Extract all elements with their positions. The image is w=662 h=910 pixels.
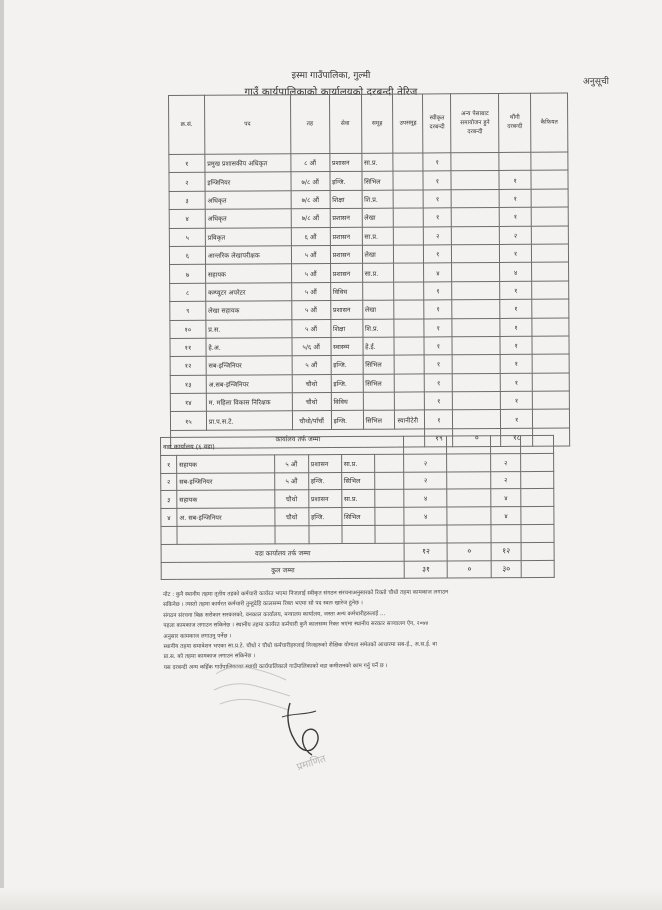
- total-approved: ३१: [405, 561, 448, 579]
- table-cell: ६ औं: [291, 227, 330, 246]
- table-cell: ५ औं: [291, 264, 330, 283]
- table-row: [161, 507, 554, 527]
- table-cell: [452, 226, 500, 245]
- table-cell: इन्जि.: [309, 508, 342, 526]
- column-header: क्र.सं.: [169, 95, 205, 154]
- table-cell: सहायक: [177, 490, 275, 508]
- table-cell: १: [424, 337, 452, 356]
- table-cell: [532, 318, 569, 337]
- table-cell: प्रविकृत: [205, 227, 291, 246]
- table-cell: [531, 189, 568, 208]
- table-cell: ४: [424, 263, 452, 282]
- table-cell: शिक्षा: [330, 319, 362, 338]
- table-cell: सहायक: [177, 455, 275, 473]
- table-cell: १: [500, 355, 532, 374]
- table-cell: प्रमुख प्रशासकीय अधिकृत: [205, 154, 291, 173]
- table-cell: १: [500, 244, 532, 263]
- table-cell: इन्जि.: [331, 374, 363, 393]
- table-cell: [447, 454, 491, 472]
- table-cell: लेखा: [362, 245, 394, 264]
- table-cell: [453, 373, 501, 392]
- table-cell: ५ औं: [291, 245, 330, 264]
- table-cell: प्रशासन: [329, 153, 361, 172]
- table-row: [169, 244, 568, 265]
- table-row: [170, 336, 569, 357]
- column-header: स्वीकृत दरबन्दी: [423, 94, 451, 153]
- table-cell: चौथो: [292, 393, 331, 412]
- column-header: कैफियत: [531, 93, 568, 152]
- table-cell: १: [499, 189, 531, 208]
- table-cell: [177, 526, 275, 544]
- table-cell: [532, 299, 569, 318]
- table-cell: २: [169, 173, 205, 192]
- table-cell: [451, 171, 499, 190]
- table-cell: लेखा: [362, 208, 394, 227]
- total-adjusted: ०: [447, 543, 491, 561]
- table-cell: सब-इन्जिनियर: [206, 356, 292, 375]
- table-cell: सिभिल: [363, 411, 395, 430]
- table-cell: ११: [170, 338, 206, 357]
- table-cell: [374, 490, 404, 508]
- table-cell: [452, 300, 500, 319]
- table-cell: २: [161, 473, 177, 491]
- table-cell: सिभिल: [341, 472, 374, 490]
- note-line: संगठन संरचना बिक्र सरोकार सरकारको, वनकाल कार्यालय, मन्त्रालय कार्यालय, जस्ता अन्य कर्मचारीहरुलाई ...: [163, 610, 386, 619]
- table-cell: इन्जि.: [331, 411, 363, 430]
- total-label: कार्यालय तर्फ जम्मा: [171, 429, 425, 449]
- table-cell: १: [500, 281, 532, 300]
- table-cell: प्रशासन: [330, 208, 362, 227]
- table-cell: अधिकृत: [205, 209, 291, 228]
- table-row: [170, 318, 569, 339]
- table-cell: [531, 207, 568, 226]
- table-cell: ४: [491, 507, 521, 525]
- note-line: स्थानीय तहमा समावेशन भएका सा.प्र.टे. चौथो र चौथो कर्मचारीहरुलाई निजहरुको शैक्षिक योग्यता समेतको आधारमा सब-ई., अ.स.ई. वा: [163, 641, 437, 651]
- table-cell: लेखा सहायक: [206, 301, 292, 320]
- document-title: गाउँ कार्यपालिकाको कार्यालयको दरबन्दी तेरिज: [244, 87, 418, 98]
- table-cell: [363, 392, 395, 411]
- table-cell: २: [424, 226, 452, 245]
- table-cell: [362, 282, 394, 301]
- table-cell: [521, 507, 554, 525]
- table-cell: [447, 525, 491, 543]
- table-row: [161, 524, 554, 544]
- table-cell: प्रशासन: [330, 264, 362, 283]
- table-cell: विविध: [330, 282, 362, 301]
- table-row: [169, 152, 568, 173]
- total-remark: [521, 542, 554, 560]
- table-cell: [521, 435, 554, 453]
- table-cell: १: [423, 171, 451, 190]
- table-cell: म. महिला विकास निरिक्षक: [206, 393, 292, 412]
- table-cell: १३: [170, 375, 206, 394]
- total-adjusted: ०: [447, 560, 491, 578]
- table-row: [161, 471, 554, 491]
- table-row: [169, 189, 568, 210]
- municipality-title: इस्मा गाउँपालिका, गुल्मी: [291, 71, 371, 81]
- table-cell: ३: [161, 491, 177, 509]
- table-cell: प्रशासन: [308, 454, 341, 472]
- table-cell: [404, 436, 447, 454]
- note-line: प्रा.स. को तहमा कामकाज लगाउन सकिनेछ ।: [163, 653, 256, 661]
- table-row: [161, 453, 554, 473]
- table-cell: [532, 336, 569, 355]
- table-cell: स्यानीटेरी: [395, 410, 425, 429]
- table-cell: ५ औं: [292, 319, 331, 338]
- table-cell: [451, 189, 499, 208]
- table-cell: इन्जि.: [308, 472, 341, 490]
- table-cell: [395, 392, 425, 411]
- table-cell: आन्तरिक लेखापरीक्षक: [205, 246, 291, 265]
- table-row: [170, 281, 569, 302]
- column-header: पद: [204, 95, 290, 155]
- table-cell: ५ औं: [274, 455, 308, 473]
- table-cell: [531, 170, 568, 189]
- table-cell: [453, 410, 501, 429]
- table-cell: २: [491, 453, 521, 471]
- table-row: [170, 410, 569, 431]
- table-cell: [394, 318, 424, 337]
- note-line: पहला कामकाज लगाउन सकिनेछ । स्थानीय तहमा कार्यरत कर्मचारी कुनै कालसम्म रिक्त भएमा स्थानीय सरकार सञ्चालन ऐन, २०७४: [163, 620, 429, 630]
- table-row: [161, 489, 554, 509]
- table-cell: [447, 471, 491, 489]
- table-cell: १: [425, 410, 453, 429]
- table-cell: [532, 262, 569, 281]
- table-cell: २: [404, 472, 447, 490]
- table-cell: १: [424, 245, 452, 264]
- table-cell: १: [500, 373, 532, 392]
- table-cell: १: [424, 282, 452, 301]
- table-cell: सहायक: [205, 264, 291, 283]
- table-cell: [447, 489, 491, 507]
- table-cell: सा.प्र.: [362, 263, 394, 282]
- table-cell: प्र.स.: [206, 319, 292, 338]
- total-final: १२: [491, 542, 521, 560]
- table-cell: लेखा: [362, 300, 394, 319]
- table-cell: अ. सब-इन्जिनियर: [177, 508, 275, 526]
- table-cell: १४: [170, 393, 206, 412]
- table-cell: ५ औं: [291, 282, 330, 301]
- table-cell: [161, 526, 177, 544]
- table-cell: ५: [169, 228, 205, 247]
- table-cell: शिक्षा: [330, 190, 362, 209]
- table-cell: कम्प्युटर अपरेटर: [205, 282, 291, 301]
- table-cell: [499, 152, 531, 171]
- table-cell: ५/६ औं: [292, 337, 331, 356]
- table-cell: हे.अ.: [206, 338, 292, 357]
- table-cell: ८: [170, 283, 206, 302]
- table-cell: चौथो: [275, 508, 309, 526]
- table-cell: १: [424, 355, 452, 374]
- table-cell: [532, 373, 569, 392]
- column-header: सेवा: [329, 94, 361, 153]
- note-line: अनुसार कामकाज लगाउनु पर्नेछ ।: [163, 633, 232, 640]
- table-cell: चौथो: [292, 374, 331, 393]
- table-cell: सिभिल: [362, 172, 394, 191]
- table-cell: २: [491, 471, 521, 489]
- table-cell: ७: [170, 265, 206, 284]
- table-row: [169, 170, 568, 191]
- note-line: यस दरबन्दी अन्य कहिँक गाउँपालिकाका स्थायी कार्यपालिकाले गाउँपालिकाको वडा कमीशनको काम गर्नु पर्ने छ ।: [163, 662, 388, 671]
- table-cell: [375, 525, 405, 543]
- table-cell: [394, 300, 424, 319]
- table-cell: अ.सब-इन्जिनियर: [206, 374, 292, 393]
- table-cell: [531, 152, 568, 171]
- table-cell: १: [500, 318, 532, 337]
- table-cell: १: [425, 392, 453, 411]
- column-header: थौंगी दरबन्दी: [499, 93, 531, 152]
- total-label: वडा कार्यालय तर्फ जम्मा: [161, 543, 405, 562]
- table-cell: [532, 354, 569, 373]
- table-cell: सिभिल: [363, 374, 395, 393]
- ward-heading-row: [161, 435, 554, 455]
- table-cell: [374, 472, 404, 490]
- table-cell: अधिकृत: [205, 191, 291, 210]
- table-cell: [531, 244, 568, 263]
- table-cell: ८ औं: [291, 154, 330, 173]
- table-cell: इन्जि.: [330, 172, 362, 191]
- total-approved: १२: [404, 543, 447, 561]
- table-header-row: [169, 93, 568, 154]
- total-approved: १९: [425, 429, 453, 448]
- ward-darbandi-table: [160, 435, 555, 580]
- table-cell: [394, 263, 424, 282]
- table-cell: १: [500, 391, 532, 410]
- grand-total-row: [161, 560, 554, 580]
- table-cell: [452, 355, 500, 374]
- table-cell: [452, 281, 500, 300]
- table-cell: सा.प्र.: [361, 153, 393, 172]
- column-header: तह: [290, 95, 329, 154]
- table-cell: १: [423, 153, 451, 172]
- table-cell: [393, 153, 423, 172]
- table-cell: [451, 152, 499, 171]
- table-cell: ४: [500, 263, 532, 282]
- annex-label: अनुसूची: [583, 77, 610, 87]
- table-cell: [342, 525, 375, 543]
- table-cell: [452, 208, 500, 227]
- table-cell: ५ औं: [274, 472, 308, 490]
- table-cell: १: [424, 318, 452, 337]
- table-cell: [531, 226, 568, 245]
- table-cell: इन्जिनियर: [205, 172, 291, 191]
- column-header: समूह: [361, 94, 393, 153]
- table-cell: ३: [169, 191, 205, 210]
- table-cell: ४: [404, 489, 447, 507]
- table-cell: चौथो: [275, 490, 309, 508]
- table-cell: [521, 489, 554, 507]
- table-cell: १: [425, 373, 453, 392]
- table-cell: [374, 507, 404, 525]
- table-cell: इन्जि.: [331, 356, 363, 375]
- total-adjusted: ०: [453, 428, 501, 447]
- table-cell: ५ औं: [291, 301, 330, 320]
- table-cell: [394, 227, 424, 246]
- table-cell: २: [499, 226, 531, 245]
- table-cell: शि.प्र.: [362, 190, 394, 209]
- table-cell: १५: [170, 412, 206, 431]
- total-final: १८: [501, 428, 533, 447]
- table-cell: विविध: [331, 392, 363, 411]
- table-cell: प्रशासन: [330, 245, 362, 264]
- total-final: ३०: [491, 560, 521, 578]
- office-darbandi-table: [168, 93, 570, 450]
- table-cell: १: [500, 299, 532, 318]
- note-line: सकिनेछ । त्यस्तो तहमा कार्यरत कर्मचारी तुन्हुदेहि कालसम्म रिक्त भएमा सो पद स्वतः खारेज हुनेछ ।: [163, 600, 363, 609]
- table-cell: १: [499, 171, 531, 190]
- table-cell: ९: [170, 301, 206, 320]
- table-cell: [532, 391, 569, 410]
- table-cell: [447, 436, 491, 454]
- table-cell: [394, 282, 424, 301]
- table-cell: १०: [170, 320, 206, 339]
- table-cell: चौथो/पाँचौं: [292, 411, 331, 430]
- table-cell: ४: [404, 507, 447, 525]
- table-row: [169, 226, 568, 247]
- table-cell: १: [499, 207, 531, 226]
- table-cell: ४: [161, 509, 177, 527]
- total-remark: [521, 560, 554, 578]
- table-cell: १: [161, 455, 177, 473]
- table-cell: ७/८ औं: [291, 190, 330, 209]
- table-cell: [394, 245, 424, 264]
- table-row: [170, 391, 569, 412]
- table-cell: प्रा.प.स.टे.: [206, 411, 292, 430]
- table-cell: [275, 526, 309, 544]
- table-cell: [395, 374, 425, 393]
- table-cell: [532, 281, 569, 300]
- table-cell: [404, 525, 447, 543]
- table-cell: सा.प्र.: [362, 227, 394, 246]
- table-cell: [393, 171, 423, 190]
- table-cell: १२: [170, 357, 206, 376]
- table-cell: १: [424, 300, 452, 319]
- table-cell: [532, 410, 569, 429]
- table-cell: [452, 336, 500, 355]
- signature-icon: [272, 695, 342, 765]
- table-cell: ४: [169, 209, 205, 228]
- note-line: नोट : कुनै स्थानीय तहमा तृतीय तहको कर्मचारी कार्यरत भएमा निजलाई स्वीकृत संगठन संरचनाअनुसारको रिक्तो चौथो तहमा कामकाज लगाउन: [163, 589, 449, 598]
- table-cell: प्रशासन: [308, 490, 341, 508]
- column-header: उपसमूह: [393, 94, 423, 153]
- table-cell: ७/८ औं: [291, 172, 330, 191]
- table-cell: [521, 453, 554, 471]
- table-cell: सा.प्र.: [341, 454, 374, 472]
- table-cell: १: [500, 336, 532, 355]
- total-label: कुल जम्मा: [161, 561, 405, 580]
- table-cell: [374, 454, 404, 472]
- table-cell: [452, 318, 500, 337]
- table-cell: सिभिल: [363, 355, 395, 374]
- table-cell: सा.प्र.: [341, 490, 374, 508]
- table-cell: सब-इन्जिनियर: [177, 472, 275, 490]
- table-cell: प्रशासन: [330, 300, 362, 319]
- table-cell: [452, 244, 500, 263]
- table-cell: ४: [491, 489, 521, 507]
- ward-heading: वडा कार्यालय (६ वडा): [161, 436, 405, 455]
- table-cell: [394, 190, 424, 209]
- table-row: [169, 207, 568, 228]
- table-cell: शि.प्र.: [362, 319, 394, 338]
- table-cell: ६: [169, 246, 205, 265]
- table-row: [170, 373, 569, 394]
- table-cell: [395, 355, 425, 374]
- table-cell: सिभिल: [341, 508, 374, 526]
- signature-caption: प्रमाणित: [295, 753, 328, 774]
- table-cell: ७/८ औं: [291, 209, 330, 228]
- table-cell: [309, 526, 342, 544]
- table-cell: [447, 507, 491, 525]
- table-row: [170, 299, 569, 320]
- table-cell: १: [423, 190, 451, 209]
- table-cell: [394, 337, 424, 356]
- ward-total-row: [161, 542, 554, 562]
- table-cell: स्वास्थ्य: [331, 337, 363, 356]
- table-cell: [394, 208, 424, 227]
- table-cell: [521, 471, 554, 489]
- table-cell: [521, 524, 554, 542]
- table-cell: [452, 263, 500, 282]
- table-cell: [491, 436, 521, 454]
- table-cell: [491, 525, 521, 543]
- table-cell: १: [424, 208, 452, 227]
- table-cell: २: [404, 454, 447, 472]
- table-cell: हे.ई.: [363, 337, 395, 356]
- table-cell: प्रशासन: [330, 227, 362, 246]
- table-cell: १: [169, 154, 205, 173]
- table-cell: [453, 392, 501, 411]
- table-row: [170, 262, 569, 283]
- table-row: [170, 354, 569, 375]
- column-header: अन्य पेसाबाट समायोजन हुने दरबन्दी: [451, 93, 499, 152]
- table-cell: १: [501, 410, 533, 429]
- table-cell: ५ औं: [292, 356, 331, 375]
